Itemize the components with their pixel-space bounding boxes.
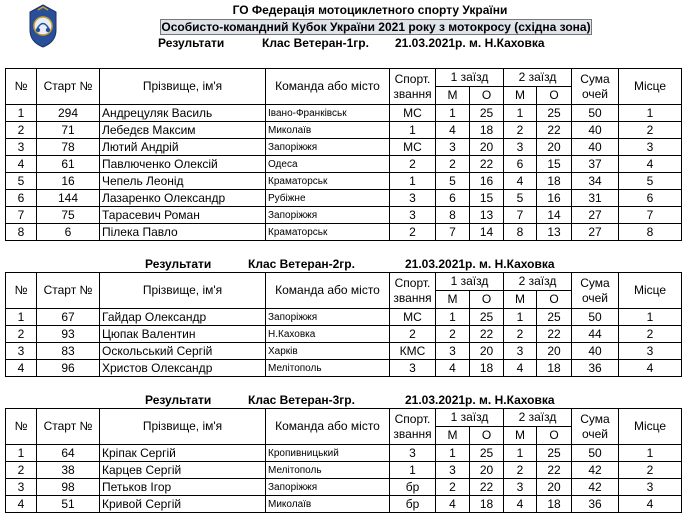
start-number: 144 bbox=[37, 190, 100, 207]
section-1-title bbox=[0, 35, 685, 51]
start-number: 83 bbox=[37, 343, 100, 360]
col-m2: М bbox=[504, 427, 537, 445]
col-o2: О bbox=[537, 427, 572, 445]
col-m1: М bbox=[436, 427, 470, 445]
table-row bbox=[6, 496, 682, 513]
col-m1: М bbox=[436, 87, 470, 105]
col-start: Старт № bbox=[37, 69, 100, 105]
start-number: 16 bbox=[37, 173, 100, 190]
col-sum: Сума очей bbox=[572, 409, 619, 445]
race2-points: 16 bbox=[537, 190, 572, 207]
col-race2: 2 заїзд bbox=[504, 409, 572, 427]
final-place: 1 bbox=[619, 105, 682, 122]
results-label: Результати bbox=[158, 36, 225, 50]
team-city: Краматорськ bbox=[266, 224, 390, 241]
final-place: 1 bbox=[619, 445, 682, 462]
table-row bbox=[6, 207, 682, 224]
final-place: 4 bbox=[619, 156, 682, 173]
col-rank: Спорт. звання bbox=[390, 273, 436, 309]
results-table-3 bbox=[5, 408, 682, 513]
final-place: 5 bbox=[619, 173, 682, 190]
race2-points: 25 bbox=[537, 105, 572, 122]
total-points: 34 bbox=[572, 173, 619, 190]
final-place: 8 bbox=[619, 224, 682, 241]
race2-place: 3 bbox=[504, 343, 537, 360]
start-number: 71 bbox=[37, 122, 100, 139]
col-sum: Сума очей bbox=[572, 69, 619, 105]
table-row bbox=[6, 105, 682, 122]
total-points: 37 bbox=[572, 156, 619, 173]
team-city: Кропивницький bbox=[266, 445, 390, 462]
row-number: 3 bbox=[6, 479, 37, 496]
start-number: 75 bbox=[37, 207, 100, 224]
rider-name: Павлюченко Олексій bbox=[100, 156, 266, 173]
team-city: Івано-Франківськ bbox=[266, 105, 390, 122]
team-city: Н.Каховка bbox=[266, 326, 390, 343]
table-row bbox=[6, 156, 682, 173]
sport-rank: бр bbox=[390, 479, 436, 496]
section-2-title bbox=[0, 256, 685, 272]
race1-points: 22 bbox=[470, 156, 504, 173]
row-number: 3 bbox=[6, 139, 37, 156]
sport-rank: 2 bbox=[390, 156, 436, 173]
row-number: 4 bbox=[6, 360, 37, 377]
row-number: 2 bbox=[6, 462, 37, 479]
team-city: Запоріжжя bbox=[266, 207, 390, 224]
rider-name: Гайдар Олександр bbox=[100, 309, 266, 326]
col-team: Команда або місто bbox=[266, 273, 390, 309]
row-number: 1 bbox=[6, 445, 37, 462]
race1-place: 4 bbox=[436, 496, 470, 513]
col-name: Прізвище, ім'я bbox=[100, 409, 266, 445]
start-number: 78 bbox=[37, 139, 100, 156]
race1-points: 20 bbox=[470, 462, 504, 479]
race2-place: 3 bbox=[504, 139, 537, 156]
team-city: Мелітополь bbox=[266, 360, 390, 377]
race2-points: 18 bbox=[537, 496, 572, 513]
total-points: 42 bbox=[572, 479, 619, 496]
col-name: Прізвище, ім'я bbox=[100, 69, 266, 105]
final-place: 4 bbox=[619, 496, 682, 513]
rider-name: Петьков Ігор bbox=[100, 479, 266, 496]
race1-place: 2 bbox=[436, 479, 470, 496]
race1-place: 6 bbox=[436, 190, 470, 207]
race2-points: 22 bbox=[537, 462, 572, 479]
sport-rank: 1 bbox=[390, 173, 436, 190]
team-city: Миколаїв bbox=[266, 122, 390, 139]
table-row bbox=[6, 190, 682, 207]
start-number: 98 bbox=[37, 479, 100, 496]
row-number: 4 bbox=[6, 156, 37, 173]
team-city: Рубіжне bbox=[266, 190, 390, 207]
race2-place: 8 bbox=[504, 224, 537, 241]
row-number: 1 bbox=[6, 309, 37, 326]
race1-place: 1 bbox=[436, 309, 470, 326]
col-start: Старт № bbox=[37, 409, 100, 445]
total-points: 27 bbox=[572, 207, 619, 224]
team-city: Запоріжжя bbox=[266, 139, 390, 156]
race2-place: 7 bbox=[504, 207, 537, 224]
race2-place: 4 bbox=[504, 173, 537, 190]
col-race2: 2 заїзд bbox=[504, 273, 572, 291]
table-row bbox=[6, 462, 682, 479]
row-number: 2 bbox=[6, 326, 37, 343]
race1-place: 4 bbox=[436, 122, 470, 139]
final-place: 3 bbox=[619, 479, 682, 496]
race2-place: 6 bbox=[504, 156, 537, 173]
race1-points: 16 bbox=[470, 173, 504, 190]
race1-points: 18 bbox=[470, 360, 504, 377]
final-place: 6 bbox=[619, 190, 682, 207]
rider-name: Карцев Сергій bbox=[100, 462, 266, 479]
rider-name: Цюпак Валентин bbox=[100, 326, 266, 343]
race2-place: 5 bbox=[504, 190, 537, 207]
sport-rank: МС bbox=[390, 105, 436, 122]
col-num: № bbox=[6, 409, 37, 445]
start-number: 96 bbox=[37, 360, 100, 377]
race2-place: 4 bbox=[504, 496, 537, 513]
total-points: 40 bbox=[572, 122, 619, 139]
col-o2: О bbox=[537, 291, 572, 309]
total-points: 31 bbox=[572, 190, 619, 207]
race2-points: 18 bbox=[537, 360, 572, 377]
section-3-title bbox=[0, 392, 685, 408]
race1-points: 13 bbox=[470, 207, 504, 224]
rider-name: Христов Олександр bbox=[100, 360, 266, 377]
race1-points: 25 bbox=[470, 445, 504, 462]
race2-points: 15 bbox=[537, 156, 572, 173]
rider-name: Лазаренко Олександр bbox=[100, 190, 266, 207]
row-number: 3 bbox=[6, 343, 37, 360]
race1-place: 3 bbox=[436, 462, 470, 479]
sport-rank: 3 bbox=[390, 207, 436, 224]
race2-points: 22 bbox=[537, 326, 572, 343]
team-city: Одеса bbox=[266, 156, 390, 173]
race1-place: 5 bbox=[436, 173, 470, 190]
race1-points: 18 bbox=[470, 122, 504, 139]
start-number: 51 bbox=[37, 496, 100, 513]
table-row bbox=[6, 343, 682, 360]
table-row bbox=[6, 309, 682, 326]
race1-points: 22 bbox=[470, 326, 504, 343]
col-start: Старт № bbox=[37, 273, 100, 309]
col-race2: 2 заїзд bbox=[504, 69, 572, 87]
final-place: 7 bbox=[619, 207, 682, 224]
table-body bbox=[6, 309, 682, 377]
col-team: Команда або місто bbox=[266, 69, 390, 105]
table-body bbox=[6, 105, 682, 241]
race2-points: 13 bbox=[537, 224, 572, 241]
final-place: 2 bbox=[619, 462, 682, 479]
sport-rank: МС bbox=[390, 139, 436, 156]
sport-rank: 2 bbox=[390, 326, 436, 343]
race2-place: 3 bbox=[504, 479, 537, 496]
race1-points: 22 bbox=[470, 479, 504, 496]
results-table-1 bbox=[5, 68, 682, 241]
total-points: 44 bbox=[572, 326, 619, 343]
sport-rank: бр bbox=[390, 496, 436, 513]
sport-rank: 2 bbox=[390, 224, 436, 241]
race1-place: 2 bbox=[436, 326, 470, 343]
sport-rank: 1 bbox=[390, 122, 436, 139]
sport-rank: 3 bbox=[390, 360, 436, 377]
total-points: 50 bbox=[572, 309, 619, 326]
col-num: № bbox=[6, 69, 37, 105]
race1-place: 3 bbox=[436, 343, 470, 360]
race2-place: 4 bbox=[504, 360, 537, 377]
total-points: 50 bbox=[572, 445, 619, 462]
race1-points: 20 bbox=[470, 343, 504, 360]
row-number: 4 bbox=[6, 496, 37, 513]
date-place: 21.03.2021р. м. Н.Каховка bbox=[395, 36, 545, 50]
rider-name: Кривой Сергій bbox=[100, 496, 266, 513]
start-number: 61 bbox=[37, 156, 100, 173]
date-place: 21.03.2021р. м. Н.Каховка bbox=[405, 257, 555, 271]
race1-place: 8 bbox=[436, 207, 470, 224]
start-number: 38 bbox=[37, 462, 100, 479]
final-place: 4 bbox=[619, 360, 682, 377]
race1-points: 15 bbox=[470, 190, 504, 207]
race1-points: 18 bbox=[470, 496, 504, 513]
class-label: Клас Ветеран-1гр. bbox=[262, 36, 369, 50]
sport-rank: МС bbox=[390, 309, 436, 326]
rider-name: Оскольський Сергій bbox=[100, 343, 266, 360]
col-num: № bbox=[6, 273, 37, 309]
race2-place: 2 bbox=[504, 462, 537, 479]
start-number: 6 bbox=[37, 224, 100, 241]
class-label: Клас Ветеран-3гр. bbox=[248, 393, 355, 407]
col-m2: М bbox=[504, 291, 537, 309]
col-place: Місце bbox=[619, 409, 682, 445]
results-label: Результати bbox=[145, 393, 212, 407]
table-row bbox=[6, 445, 682, 462]
race1-points: 25 bbox=[470, 105, 504, 122]
results-table-2 bbox=[5, 272, 682, 377]
team-city: Запоріжжя bbox=[266, 309, 390, 326]
rider-name: Чепель Леонід bbox=[100, 173, 266, 190]
race1-place: 4 bbox=[436, 360, 470, 377]
results-label: Результати bbox=[145, 257, 212, 271]
table-row bbox=[6, 173, 682, 190]
total-points: 27 bbox=[572, 224, 619, 241]
rider-name: Тарасевич Роман bbox=[100, 207, 266, 224]
table-row bbox=[6, 224, 682, 241]
table-row bbox=[6, 326, 682, 343]
date-place: 21.03.2021р. м. Н.Каховка bbox=[405, 393, 555, 407]
start-number: 64 bbox=[37, 445, 100, 462]
rider-name: Лютий Андрій bbox=[100, 139, 266, 156]
col-race1: 1 заїзд bbox=[436, 69, 504, 87]
race2-points: 20 bbox=[537, 343, 572, 360]
race1-place: 1 bbox=[436, 105, 470, 122]
row-number: 6 bbox=[6, 190, 37, 207]
final-place: 3 bbox=[619, 343, 682, 360]
sport-rank: 1 bbox=[390, 462, 436, 479]
col-m1: М bbox=[436, 291, 470, 309]
federation-title: ГО Федерація мотоциклетного спорту України bbox=[232, 3, 508, 17]
rider-name: Андрецуляк Василь bbox=[100, 105, 266, 122]
race1-points: 20 bbox=[470, 139, 504, 156]
row-number: 5 bbox=[6, 173, 37, 190]
total-points: 40 bbox=[572, 343, 619, 360]
total-points: 50 bbox=[572, 105, 619, 122]
class-label: Клас Ветеран-2гр. bbox=[248, 257, 355, 271]
col-race1: 1 заїзд bbox=[436, 409, 504, 427]
rider-name: Лебедєв Максим bbox=[100, 122, 266, 139]
race2-points: 20 bbox=[537, 479, 572, 496]
row-number: 8 bbox=[6, 224, 37, 241]
row-number: 7 bbox=[6, 207, 37, 224]
final-place: 1 bbox=[619, 309, 682, 326]
table-row bbox=[6, 360, 682, 377]
race2-points: 18 bbox=[537, 173, 572, 190]
final-place: 2 bbox=[619, 326, 682, 343]
total-points: 36 bbox=[572, 496, 619, 513]
table-row bbox=[6, 122, 682, 139]
race2-place: 1 bbox=[504, 309, 537, 326]
row-number: 2 bbox=[6, 122, 37, 139]
total-points: 40 bbox=[572, 139, 619, 156]
table-row bbox=[6, 479, 682, 496]
race2-place: 1 bbox=[504, 105, 537, 122]
col-place: Місце bbox=[619, 69, 682, 105]
race2-points: 20 bbox=[537, 139, 572, 156]
col-name: Прізвище, ім'я bbox=[100, 273, 266, 309]
total-points: 36 bbox=[572, 360, 619, 377]
race2-points: 25 bbox=[537, 309, 572, 326]
race1-place: 2 bbox=[436, 156, 470, 173]
race1-points: 14 bbox=[470, 224, 504, 241]
final-place: 2 bbox=[619, 122, 682, 139]
race1-place: 7 bbox=[436, 224, 470, 241]
table-body bbox=[6, 445, 682, 513]
race1-points: 25 bbox=[470, 309, 504, 326]
col-o2: О bbox=[537, 87, 572, 105]
race2-points: 25 bbox=[537, 445, 572, 462]
final-place: 3 bbox=[619, 139, 682, 156]
sport-rank: 3 bbox=[390, 445, 436, 462]
team-city: Харків bbox=[266, 343, 390, 360]
race1-place: 1 bbox=[436, 445, 470, 462]
sport-rank: КМС bbox=[390, 343, 436, 360]
col-sum: Сума очей bbox=[572, 273, 619, 309]
race2-points: 22 bbox=[537, 122, 572, 139]
col-m2: М bbox=[504, 87, 537, 105]
row-number: 1 bbox=[6, 105, 37, 122]
sport-rank: 3 bbox=[390, 190, 436, 207]
race1-place: 3 bbox=[436, 139, 470, 156]
start-number: 93 bbox=[37, 326, 100, 343]
col-rank: Спорт. звання bbox=[390, 69, 436, 105]
table-row bbox=[6, 139, 682, 156]
team-city: Запоріжжя bbox=[266, 479, 390, 496]
start-number: 294 bbox=[37, 105, 100, 122]
col-o1: О bbox=[470, 291, 504, 309]
total-points: 42 bbox=[572, 462, 619, 479]
col-race1: 1 заїзд bbox=[436, 273, 504, 291]
rider-name: Кріпак Сергій bbox=[100, 445, 266, 462]
team-city: Краматорськ bbox=[266, 173, 390, 190]
col-rank: Спорт. звання bbox=[390, 409, 436, 445]
team-city: Миколаїв bbox=[266, 496, 390, 513]
race2-place: 2 bbox=[504, 326, 537, 343]
col-team: Команда або місто bbox=[266, 409, 390, 445]
team-city: Мелітополь bbox=[266, 462, 390, 479]
col-o1: О bbox=[470, 427, 504, 445]
start-number: 67 bbox=[37, 309, 100, 326]
rider-name: Пілека Павло bbox=[100, 224, 266, 241]
cup-title: Особисто-командний Кубок України 2021 року з мотокросу (східна зона) bbox=[161, 20, 591, 34]
race2-place: 2 bbox=[504, 122, 537, 139]
race2-points: 14 bbox=[537, 207, 572, 224]
col-place: Місце bbox=[619, 273, 682, 309]
race2-place: 1 bbox=[504, 445, 537, 462]
col-o1: О bbox=[470, 87, 504, 105]
